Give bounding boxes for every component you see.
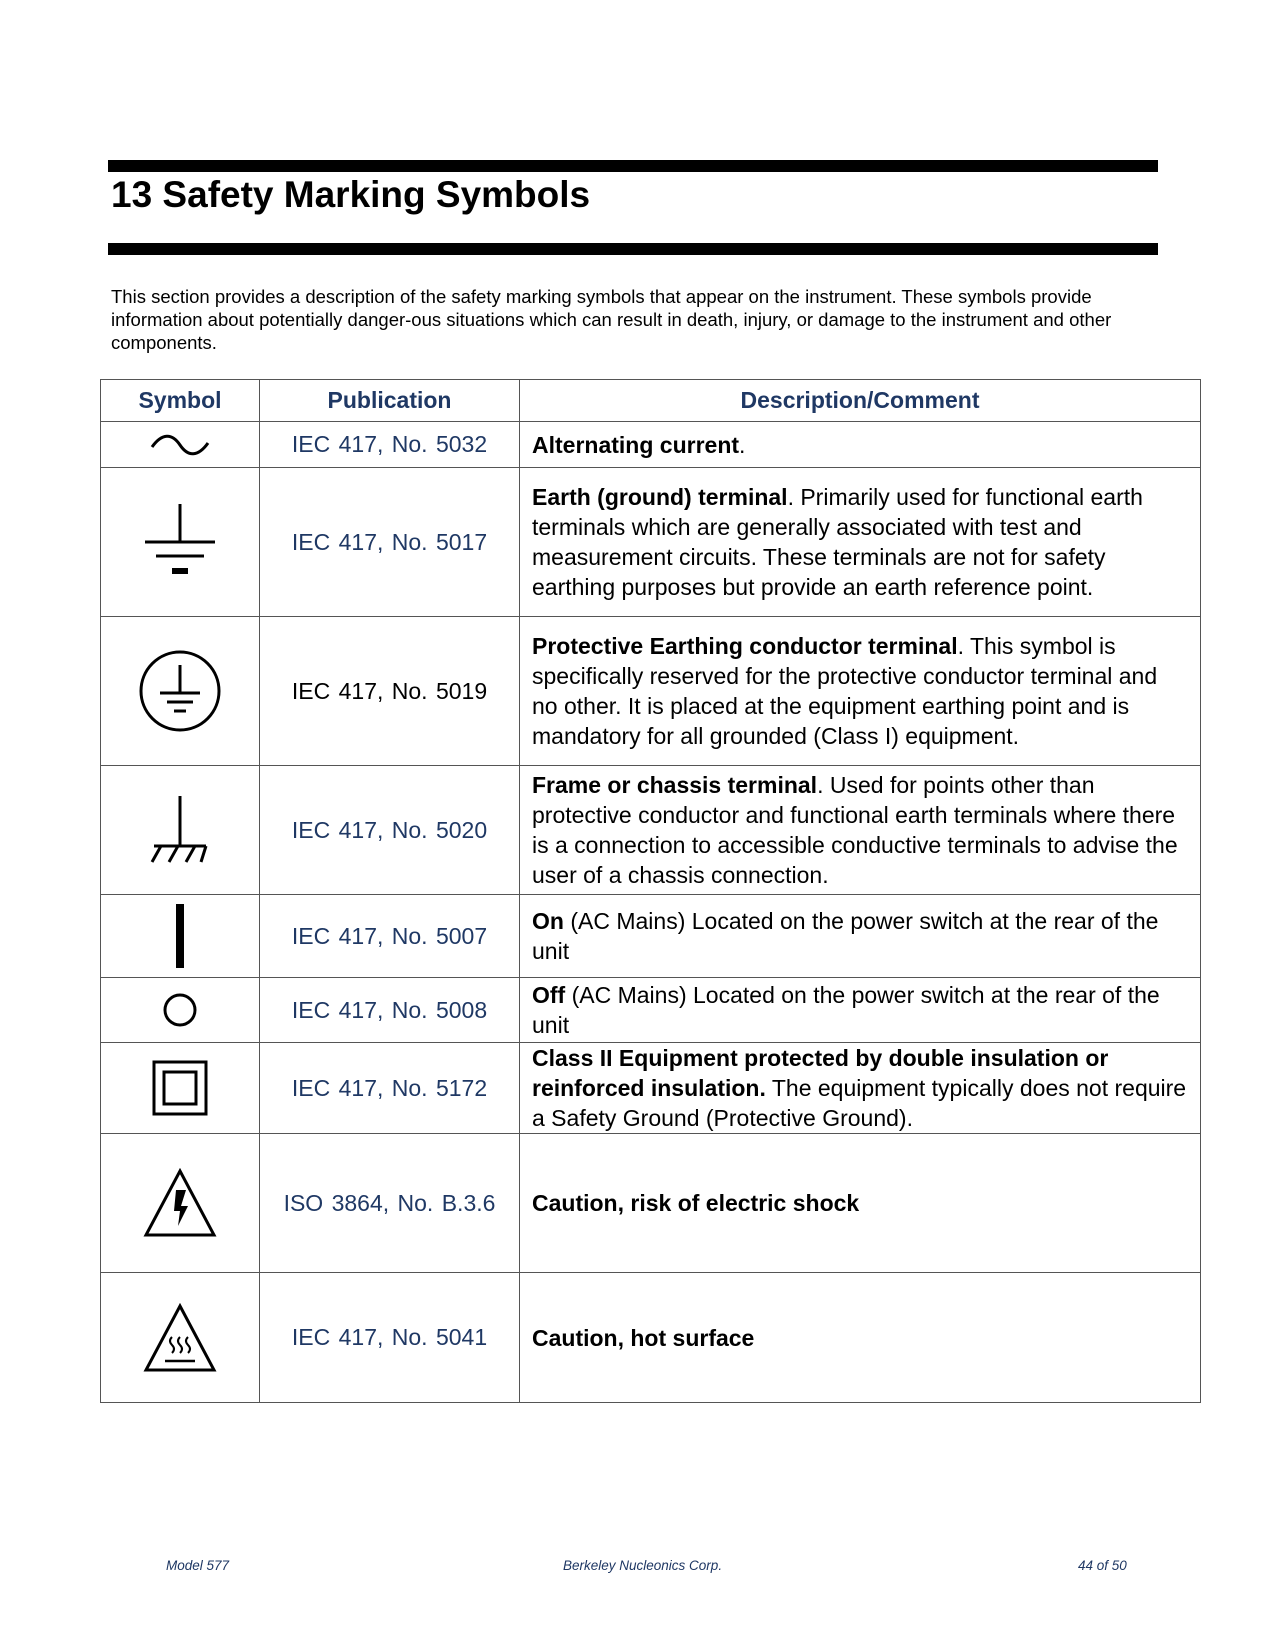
description-cell: Class II Equipment protected by double insulation or reinforced insulation. The equipment typically does not require a Safety Ground (Protective Ground). [520, 1043, 1201, 1134]
intro-paragraph: This section provides a description of the safety marking symbols that appear on the instrument. These symbols provide information about potentially danger-ous situations which can result in death, injury, or damage to the instrument and other components. [111, 286, 1112, 353]
symbol-cell [101, 895, 260, 978]
description-cell: Caution, risk of electric shock [520, 1134, 1201, 1273]
table-row [101, 617, 1201, 766]
symbol-cell [101, 1043, 260, 1134]
description-cell: Caution, hot surface [520, 1273, 1201, 1403]
double-insulation-icon [152, 1060, 208, 1116]
symbol-cell [101, 468, 260, 617]
table-row [101, 422, 1201, 468]
description-cell: On (AC Mains) Located on the power switch at the rear of the unit [520, 895, 1201, 978]
table-header-row [101, 380, 1201, 422]
symbol-cell [101, 1273, 260, 1403]
power-off-icon [162, 992, 198, 1028]
symbol-cell [101, 978, 260, 1043]
table-row [101, 766, 1201, 895]
power-on-icon [173, 903, 187, 969]
table-row [101, 468, 1201, 617]
page-title: 13 Safety Marking Symbols [111, 174, 591, 215]
header-description: Description/Comment [520, 380, 1201, 422]
publication-cell: IEC 417, No. 5007 [260, 895, 520, 978]
publication-cell: IEC 417, No. 5017 [260, 468, 520, 617]
symbol-cell [101, 422, 260, 468]
symbol-cell [101, 766, 260, 895]
electric-shock-warning-icon [143, 1168, 217, 1238]
description-cell: Off (AC Mains) Located on the power switch at the rear of the unit [520, 978, 1201, 1043]
table-row [101, 1134, 1201, 1273]
table-row [101, 1273, 1201, 1403]
header-symbol: Symbol [101, 380, 260, 422]
symbol-cell [101, 1134, 260, 1273]
footer-model: Model 577 [166, 1558, 230, 1573]
table-row [101, 978, 1201, 1043]
description-cell: Protective Earthing conductor terminal. This symbol is specifically reserved for the protective conductor terminal and no other. It is placed at the equipment earthing point and is mandatory for all grounded (Class I) equipment. [520, 617, 1201, 766]
alternating-current-icon [150, 433, 210, 457]
footer-page-number: 44 of 50 [1078, 1558, 1127, 1573]
table-row [101, 895, 1201, 978]
publication-cell: IEC 417, No. 5019 [260, 617, 520, 766]
hot-surface-warning-icon [143, 1303, 217, 1373]
symbol-cell [101, 617, 260, 766]
header-publication: Publication [260, 380, 520, 422]
publication-cell: ISO 3864, No. B.3.6 [260, 1134, 520, 1273]
publication-cell: IEC 417, No. 5041 [260, 1273, 520, 1403]
publication-cell: IEC 417, No. 5032 [260, 422, 520, 468]
publication-cell: IEC 417, No. 5020 [260, 766, 520, 895]
description-cell: Earth (ground) terminal. Primarily used for functional earth terminals which are generally associated with test and measurement circuits. These terminals are not for safety earthing purposes but provide an earth reference point. [520, 468, 1201, 617]
description-cell: Alternating current. [520, 422, 1201, 468]
publication-cell: IEC 417, No. 5008 [260, 978, 520, 1043]
chassis-terminal-icon [145, 794, 215, 866]
description-cell: Frame or chassis terminal. Used for points other than protective conductor and functional earth terminals where there is a connection to accessible conductive terminals to advise the user of a chassis connection. [520, 766, 1201, 895]
title-rule-bottom [108, 243, 1158, 255]
footer-company: Berkeley Nucleonics Corp. [563, 1558, 723, 1573]
earth-ground-icon [142, 502, 218, 582]
protective-earth-icon [138, 649, 222, 733]
safety-symbols-table [100, 379, 1201, 1403]
title-rule-top [108, 160, 1158, 172]
publication-cell: IEC 417, No. 5172 [260, 1043, 520, 1134]
table-row [101, 1043, 1201, 1134]
